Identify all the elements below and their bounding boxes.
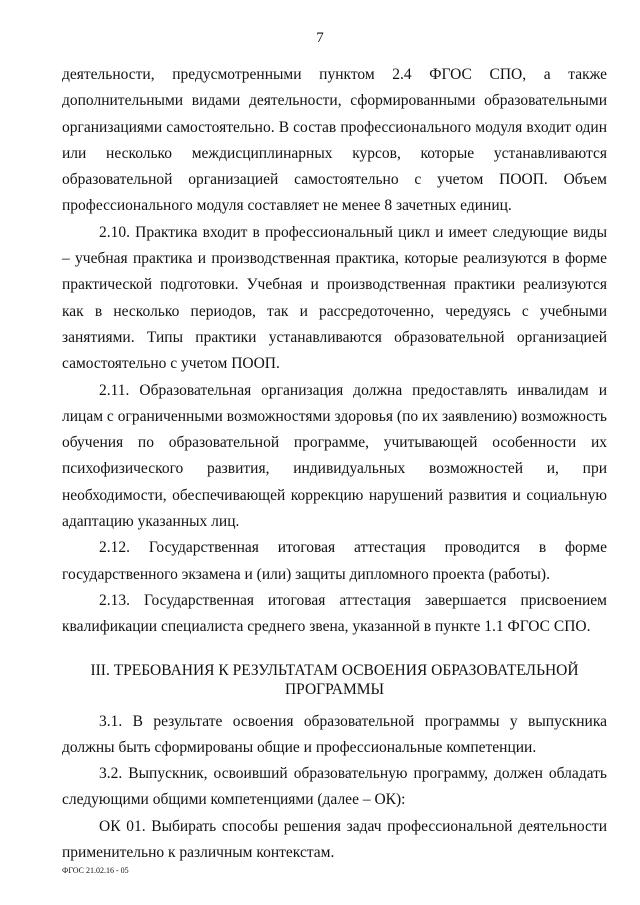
- paragraph-continuation: деятельности, предусмотренными пунктом 2.4 ФГОС СПО, а также дополнительными видами деятельности, сформированными образовательными организациями самостоятельно. В состав профессионального модуля входит один или несколько междисциплинарных курсов, которые устанавливаются образовательной организацией самостоятельно с учетом ПООП. Объем профессионального модуля составляет не менее 8 зачетных единиц.: [62, 66, 607, 215]
- paragraph-3-1: 3.1. В результате освоения образовательной программы у выпускника должны быть сформированы общие и профессиональные компетенции.: [62, 712, 607, 756]
- paragraph-2-10: 2.10. Практика входит в профессиональный цикл и имеет следующие виды – учебная практика и производственная практика, которые реализуются в форме практической подготовки. Учебная и производственная практики реализуются как в несколько периодов, так и рассредоточенно, чередуясь с учебными занятиями. Типы практики устанавливаются образовательной организацией самостоятельно с учетом ПООП.: [62, 223, 607, 373]
- paragraph-3-2: 3.2. Выпускник, освоивший образовательную программу, должен обладать следующими общими компетенциями (далее – ОК):: [62, 765, 607, 809]
- page-number: 7: [316, 30, 324, 46]
- paragraph-ok-01: ОК 01. Выбирать способы решения задач профессиональной деятельности применительно к различным контекстам.: [62, 817, 607, 862]
- section-heading: III. ТРЕБОВАНИЯ К РЕЗУЛЬТАТАМ ОСВОЕНИЯ ОБРАЗОВАТЕЛЬНОЙ ПРОГРАММЫ: [90, 661, 579, 698]
- paragraph-2-11: 2.11. Образовательная организация должна предоставлять инвалидам и лицам с ограниченными возможностями здоровья (по их заявлению) возможность обучения по образовательной программе, учитывающей особенности их психофизического развития, индивидуальных возможностей и, при необходимости, обеспечивающей коррекцию нарушений развития и социальную адаптацию указанных лиц.: [62, 381, 607, 531]
- footer-code: ФГОС 21.02.16 - 05: [62, 866, 129, 875]
- paragraph-2-12: 2.12. Государственная итоговая аттестация проводится в форме государственного экзамена и (или) защиты дипломного проекта (работы).: [62, 539, 607, 583]
- document-body: [62, 62, 607, 866]
- paragraph-2-13: 2.13. Государственная итоговая аттестация завершается присвоением квалификации специалиста среднего звена, указанной в пункте 1.1 ФГОС СПО.: [62, 591, 607, 636]
